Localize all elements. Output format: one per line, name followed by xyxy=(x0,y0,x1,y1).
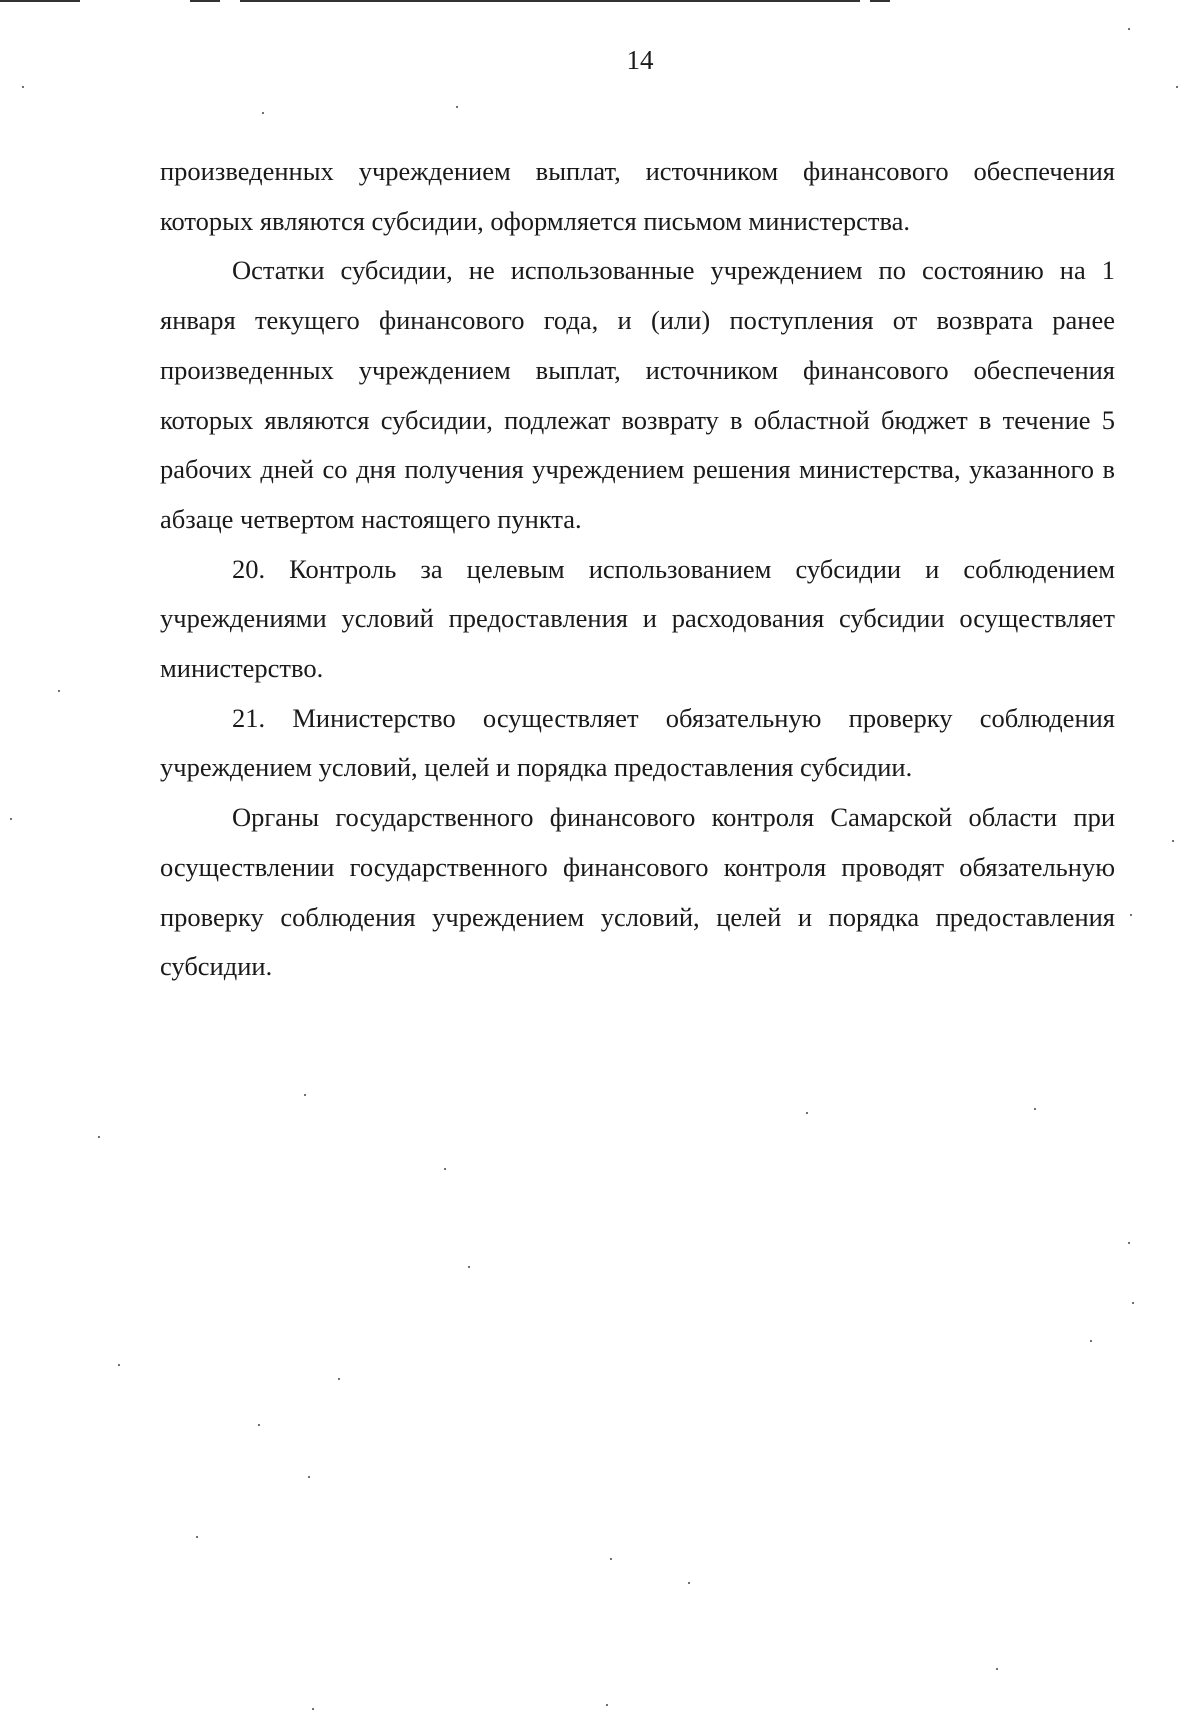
scan-speck xyxy=(1130,914,1132,916)
paragraph-item-20: 20. Контроль за целевым использованием субсидии и соблюдением учреждениями условий предоставления и расходования субсидии осуществляет министерство. xyxy=(160,553,1115,684)
scan-speck xyxy=(1090,1340,1092,1342)
scan-speck xyxy=(996,1668,998,1670)
scan-speck xyxy=(338,1378,340,1380)
paragraph-subsidy-remainder: Остатки субсидии, не использованные учреждением по состоянию на 1 января текущего финансового года, и (или) поступления от возврата ранее произведенных учреждением выплат, источником финансового обеспечения которых являются субсидии, подлежат возврату в областной бюджет в течение 5 рабочих дней со дня получения учреждением решения министерства, указанного в абзаце четвертом настоящего пункта. xyxy=(160,255,1115,534)
scan-speck xyxy=(118,1364,120,1366)
scan-speck xyxy=(1128,28,1130,30)
scan-speck xyxy=(444,1168,446,1170)
top-edge-rule-segment xyxy=(0,0,80,2)
scan-speck xyxy=(98,1136,100,1138)
scan-speck xyxy=(312,1708,314,1710)
scan-speck xyxy=(606,1704,608,1706)
scan-speck xyxy=(22,86,24,88)
top-edge-rule-segment xyxy=(240,0,860,2)
scan-speck xyxy=(1034,1108,1036,1110)
scan-speck xyxy=(1132,1302,1134,1304)
scan-speck xyxy=(688,1582,690,1584)
scan-speck xyxy=(468,1266,470,1268)
scan-speck xyxy=(1176,86,1178,88)
top-edge-rule xyxy=(0,0,1200,2)
scan-speck xyxy=(610,1558,612,1560)
scan-speck xyxy=(1128,1242,1130,1244)
scan-speck xyxy=(1172,840,1174,842)
paragraph-control-bodies: Органы государственного финансового контроля Самарской области при осуществлении государственного финансового контроля проводят обязательную проверку соблюдения учреждением условий, целей и порядка предоставления субсидии. xyxy=(160,802,1115,982)
scan-speck xyxy=(262,112,264,114)
scan-speck xyxy=(196,1536,198,1538)
scan-speck xyxy=(308,1476,310,1478)
paragraph-item-21: 21. Министерство осуществляет обязательную проверку соблюдения учреждением условий, целей и порядка предоставления субсидии. xyxy=(160,702,1115,783)
scan-speck xyxy=(258,1424,260,1426)
document-body xyxy=(160,147,1115,992)
scan-speck xyxy=(58,690,60,692)
scan-speck xyxy=(806,1112,808,1114)
scan-speck xyxy=(456,106,458,108)
page-number: 14 xyxy=(626,45,654,75)
top-edge-rule-segment xyxy=(870,0,890,2)
paragraph-continuation: произведенных учреждением выплат, источником финансового обеспечения которых являются субсидии, оформляется письмом министерства. xyxy=(160,156,1115,236)
scan-speck xyxy=(10,818,12,820)
scan-speck xyxy=(304,1094,306,1096)
top-edge-rule-segment xyxy=(190,0,220,2)
